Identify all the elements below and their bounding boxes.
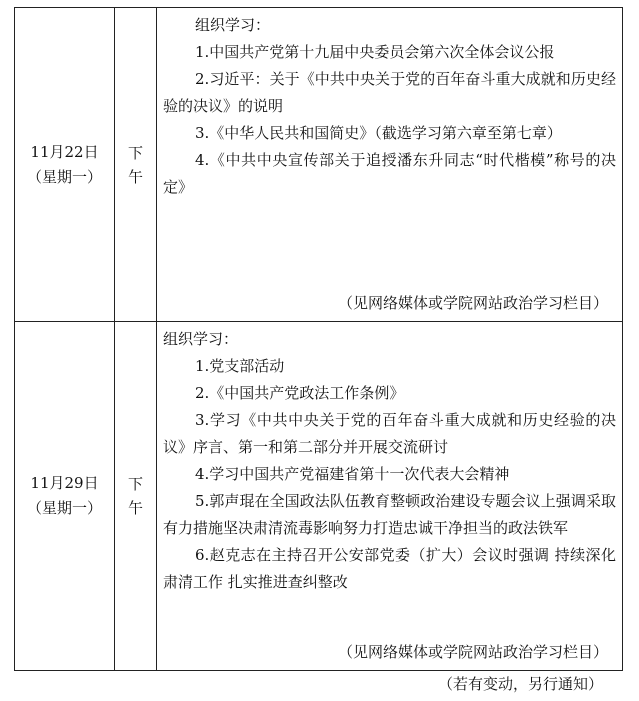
period-char: 午: [127, 499, 143, 517]
schedule-table: [14, 7, 623, 671]
date-cell: [15, 8, 115, 322]
time-cell: [115, 8, 157, 322]
section-title: 组织学习：: [163, 330, 239, 348]
footer-note: （若有变动，另行通知）: [437, 675, 603, 693]
study-item: 5.郭声琨在全国政法队伍教育整顿政治建设专题会议上强调采取有力措施坚决肃清流毒影响努力打造忠诚干净担当的政法铁军: [163, 492, 616, 537]
schedule-row: [15, 8, 623, 322]
content-cell: [157, 8, 623, 322]
study-item: 6.赵克志在主持召开公安部党委（扩大）会议时强调 持续深化肃清工作 扎实推进查纠整改: [163, 546, 616, 591]
reference-note: （见网络媒体或学院网站政治学习栏目）: [337, 643, 608, 661]
reference-note: （见网络媒体或学院网站政治学习栏目）: [337, 294, 608, 312]
study-item: 4.学习中国共产党福建省第十一次代表大会精神: [195, 465, 510, 483]
content-cell: [157, 322, 623, 671]
weekday-text: （星期一）: [26, 499, 102, 517]
section-title: 组织学习：: [195, 16, 271, 34]
date-cell: [15, 322, 115, 671]
study-item: 1.中国共产党第十九届中央委员会第六次全体会议公报: [195, 43, 555, 61]
study-item: 2.《中国共产党政法工作条例》: [195, 384, 405, 402]
date-text: 11月29日: [30, 474, 99, 492]
study-item: 3.《中华人民共和国简史》（截选学习第六章至第七章）: [195, 124, 562, 142]
schedule-row: [15, 322, 623, 671]
study-item: 4.《中共中央宣传部关于追授潘东升同志“时代楷模”称号的决定》: [163, 151, 616, 196]
period-char: 下: [127, 143, 143, 162]
period-char: 午: [127, 167, 143, 186]
study-item: 1.党支部活动: [195, 357, 285, 375]
study-item: 3.学习《中共中央关于党的百年奋斗重大成就和历史经验的决议》序言、第一和第二部分并开展交流研讨: [163, 411, 616, 456]
time-cell: [115, 322, 157, 671]
date-text: 11月22日: [30, 142, 99, 161]
period-char: 下: [127, 475, 143, 493]
study-item: 2.习近平：关于《中共中央关于党的百年奋斗重大成就和历史经验的决议》的说明: [163, 70, 616, 115]
weekday-text: （星期一）: [26, 167, 102, 186]
